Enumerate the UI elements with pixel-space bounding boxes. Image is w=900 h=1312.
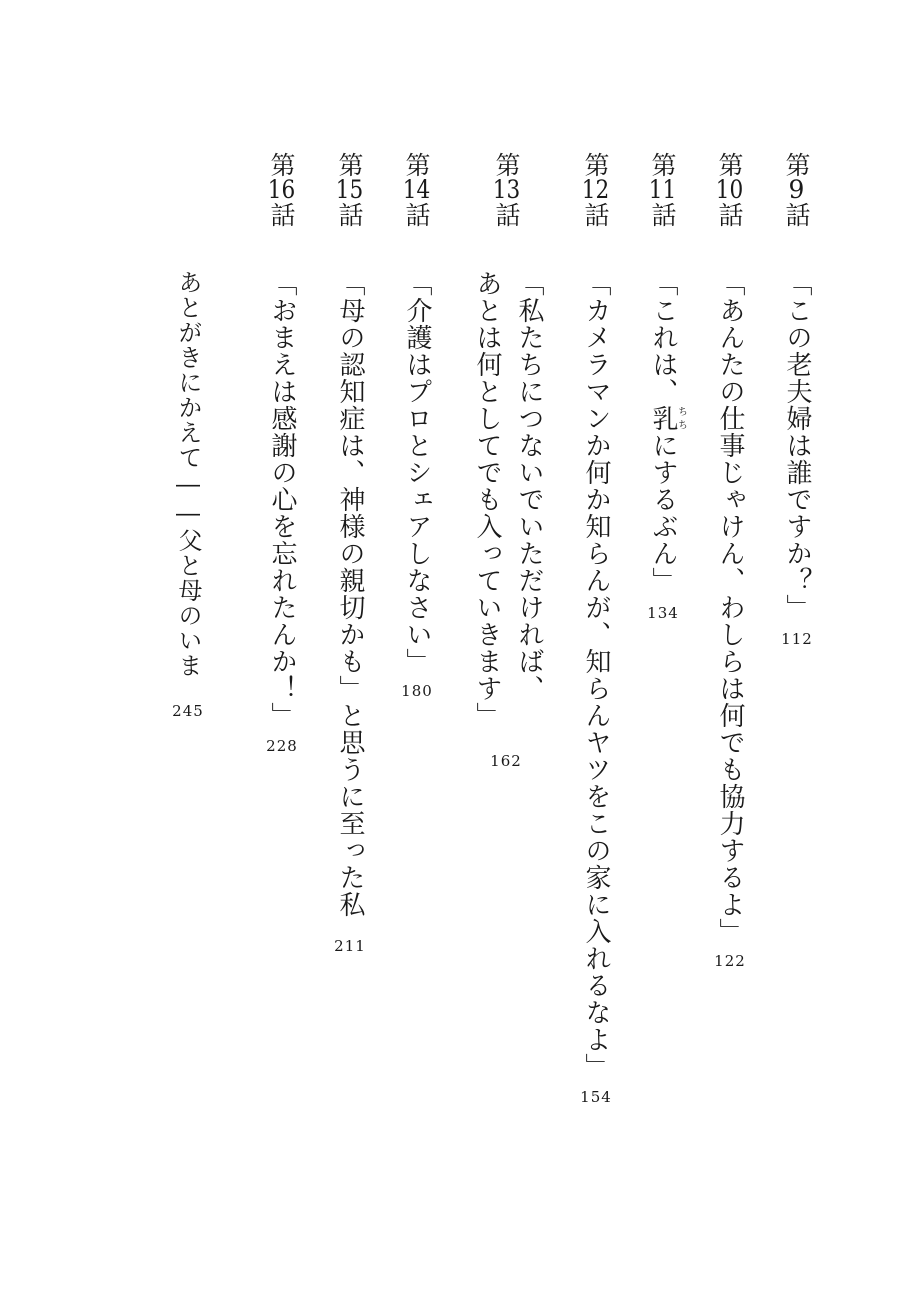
chapter-15-page: 211 <box>334 937 366 955</box>
chapter-15-title[interactable]: 「母の認知症は、神様の親切かも」と思うに至った私 <box>335 270 365 918</box>
chapter-10-page: 122 <box>714 952 746 970</box>
chapter-16-label: 第16話 <box>267 152 296 227</box>
chapter-16-page: 228 <box>266 737 298 755</box>
chapter-10-title[interactable]: 「あんたの仕事じゃけん、わしらは何でも協力するよ」 <box>715 270 745 945</box>
chapter-14-page: 180 <box>401 682 433 700</box>
chapter-11-ruby: ちち <box>675 405 687 432</box>
chapter-12-title[interactable]: 「カメラマンか何か知らんが、知らんヤツをこの家に入れるなよ」 <box>581 270 611 1080</box>
chapter-10-label: 第10話 <box>715 152 744 227</box>
chapter-15-label: 第15話 <box>335 152 364 227</box>
chapter-11-label: 第11話 <box>648 152 677 227</box>
afterword-page: 245 <box>172 702 204 720</box>
chapter-13-title-line1[interactable]: 「私たちにつないでいただければ、 <box>514 270 544 702</box>
chapter-11-page: 134 <box>647 604 679 622</box>
chapter-11-title[interactable]: 「これは、乳ちちにするぶん」 <box>648 270 687 594</box>
chapter-9-label: 第9話 <box>782 152 811 227</box>
chapter-14-title[interactable]: 「介護はプロとシェアしなさい」 <box>402 270 432 675</box>
chapter-16-title[interactable]: 「おまえは感謝の心を忘れたんか！」 <box>267 270 297 729</box>
chapter-12-label: 第12話 <box>581 152 610 227</box>
chapter-14-label: 第14話 <box>402 152 431 227</box>
chapter-13-page: 162 <box>490 752 522 770</box>
chapter-9-title[interactable]: 「この老夫婦は誰ですか？」 <box>782 270 812 621</box>
chapter-9-page: 112 <box>781 630 813 648</box>
chapter-13-title-line2[interactable]: あとは何としてでも入っていきます」 <box>472 270 502 729</box>
afterword-title[interactable]: あとがきにかえて――父と母のいま <box>174 270 202 678</box>
chapter-12-page: 154 <box>580 1088 612 1106</box>
chapter-13-label: 第13話 <box>492 152 521 227</box>
